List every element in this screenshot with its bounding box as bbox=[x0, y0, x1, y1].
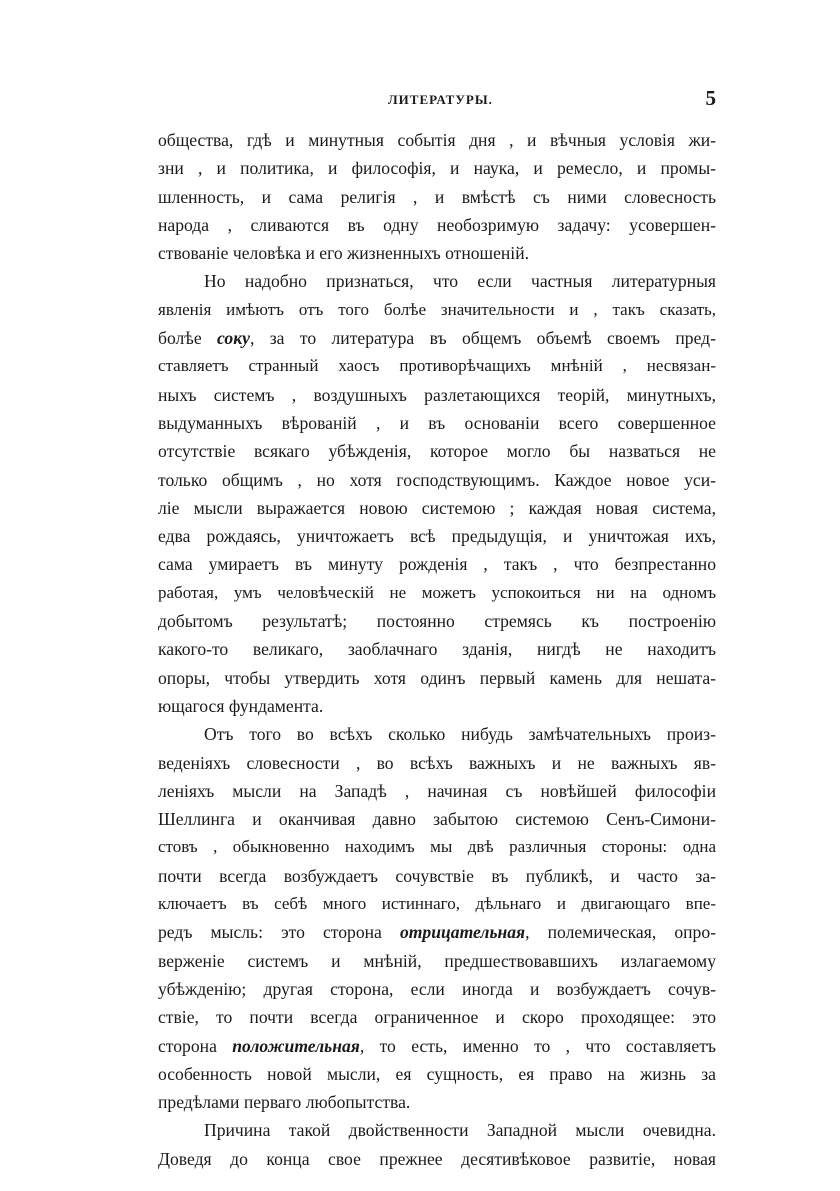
text-line: предѣлами перваго любопытства. bbox=[158, 1092, 411, 1113]
text-line: едва рождаясь, уничтожаетъ всѣ предыдущія, и уничтожая ихъ, bbox=[158, 526, 716, 547]
text-line: ключаетъ въ себѣ много истиннаго, дѣльнаго и двигающаго впе- bbox=[158, 894, 716, 914]
text-line: почти всегда возбуждаетъ сочувствіе въ публикѣ, и часто за- bbox=[158, 865, 716, 886]
text-line: верженіе системъ и мнѣній, предшествовавшихъ излагаемому bbox=[158, 950, 716, 971]
text-line: зни , и политика, и философія, и наука, и ремесло, и промы- bbox=[158, 158, 716, 179]
emphasis: соку bbox=[217, 328, 250, 349]
text-line: особенность новой мысли, ея сущность, ея право на жизнь за bbox=[158, 1063, 716, 1084]
text-line: Но надобно признаться, что если частныя литературныя bbox=[204, 271, 716, 292]
running-head bbox=[158, 86, 718, 116]
page-number: 5 bbox=[705, 86, 716, 110]
text-line: ствіе, то почти всегда ограниченное и скоро проходящее: это bbox=[158, 1007, 716, 1028]
text-line: стовъ , обыкновенно находимъ мы двѣ различныя стороны: одна bbox=[158, 837, 716, 857]
text-line: сторона положительная, то есть, именно то , что составляетъ bbox=[158, 1035, 716, 1056]
text-line: народа , сливаются въ одну необозримую задачу: усовершен- bbox=[158, 214, 716, 235]
text-line: Отъ того во всѣхъ сколько нибудь замѣчательныхъ произ- bbox=[204, 724, 716, 745]
text-line: болѣе соку, за то литература въ общемъ объемѣ своемъ пред- bbox=[158, 328, 716, 349]
text-line: сама умираетъ въ минуту рожденія , такъ , что безпрестанно bbox=[158, 554, 716, 575]
text-line: какого-то великаго, заоблачнаго зданія, нигдѣ не находитъ bbox=[158, 639, 716, 660]
text-line: ныхъ системъ , воздушныхъ разлетающихся теорій, минутныхъ, bbox=[158, 384, 716, 405]
text-line: опоры, чтобы утвердить хотя одинъ первый камень для нешата- bbox=[158, 667, 716, 688]
text-line: добытомъ результатѣ; постоянно стремясь къ построенію bbox=[158, 611, 716, 632]
text-line: леніяхъ мысли на Западѣ , начиная съ новѣйшей философіи bbox=[158, 780, 716, 801]
body-text bbox=[158, 126, 716, 1173]
text-line: общества, гдѣ и минутныя событія дня , и вѣчныя условія жи- bbox=[158, 130, 716, 150]
text-line: отсутствіе всякаго убѣжденія, которое могло бы назваться не bbox=[158, 441, 716, 462]
text-line: явленія имѣютъ отъ того болѣе значительности и , такъ сказать, bbox=[158, 299, 716, 319]
text-line: убѣжденію; другая сторона, если иногда и возбуждаетъ сочув- bbox=[158, 978, 716, 999]
text-line: Доведя до конца свое прежнее десятивѣковое развитіе, новая bbox=[158, 1148, 716, 1169]
text-line: ющагося фундамента. bbox=[158, 695, 324, 716]
text-line: ставляетъ странный хаосъ противорѣчащихъ мнѣній , несвязан- bbox=[158, 356, 716, 376]
running-head-title: ЛИТЕРАТУРЫ. bbox=[388, 92, 493, 107]
emphasis: положительная bbox=[232, 1035, 360, 1056]
text-line: ствованіе человѣка и его жизненныхъ отношеній. bbox=[158, 243, 530, 264]
emphasis: отрицательная bbox=[399, 922, 526, 943]
text-line: только общимъ , но хотя господствующимъ. Каждое новое уси- bbox=[158, 469, 716, 490]
text-line: работая, умъ человѣческій не можетъ успокоиться ни на одномъ bbox=[158, 582, 716, 602]
text-line: ліе мысли выражается новою системою ; каждая новая система, bbox=[158, 497, 716, 518]
text-line: шленность, и сама религія , и вмѣстѣ съ ними словесность bbox=[158, 186, 716, 207]
text-line: выдуманныхъ вѣрованій , и въ основаніи всего совершенное bbox=[158, 412, 716, 433]
text-line: Причина такой двойственности Западной мысли очевидна. bbox=[204, 1120, 716, 1141]
text-line: Шеллинга и оканчивая давно забытою системою Сенъ-Симони- bbox=[158, 809, 716, 830]
text-line: редъ мысль: это сторона отрицательная, полемическая, опро- bbox=[158, 922, 716, 943]
text-line: веденіяхъ словесности , во всѣхъ важныхъ и не важныхъ яв- bbox=[158, 752, 716, 773]
